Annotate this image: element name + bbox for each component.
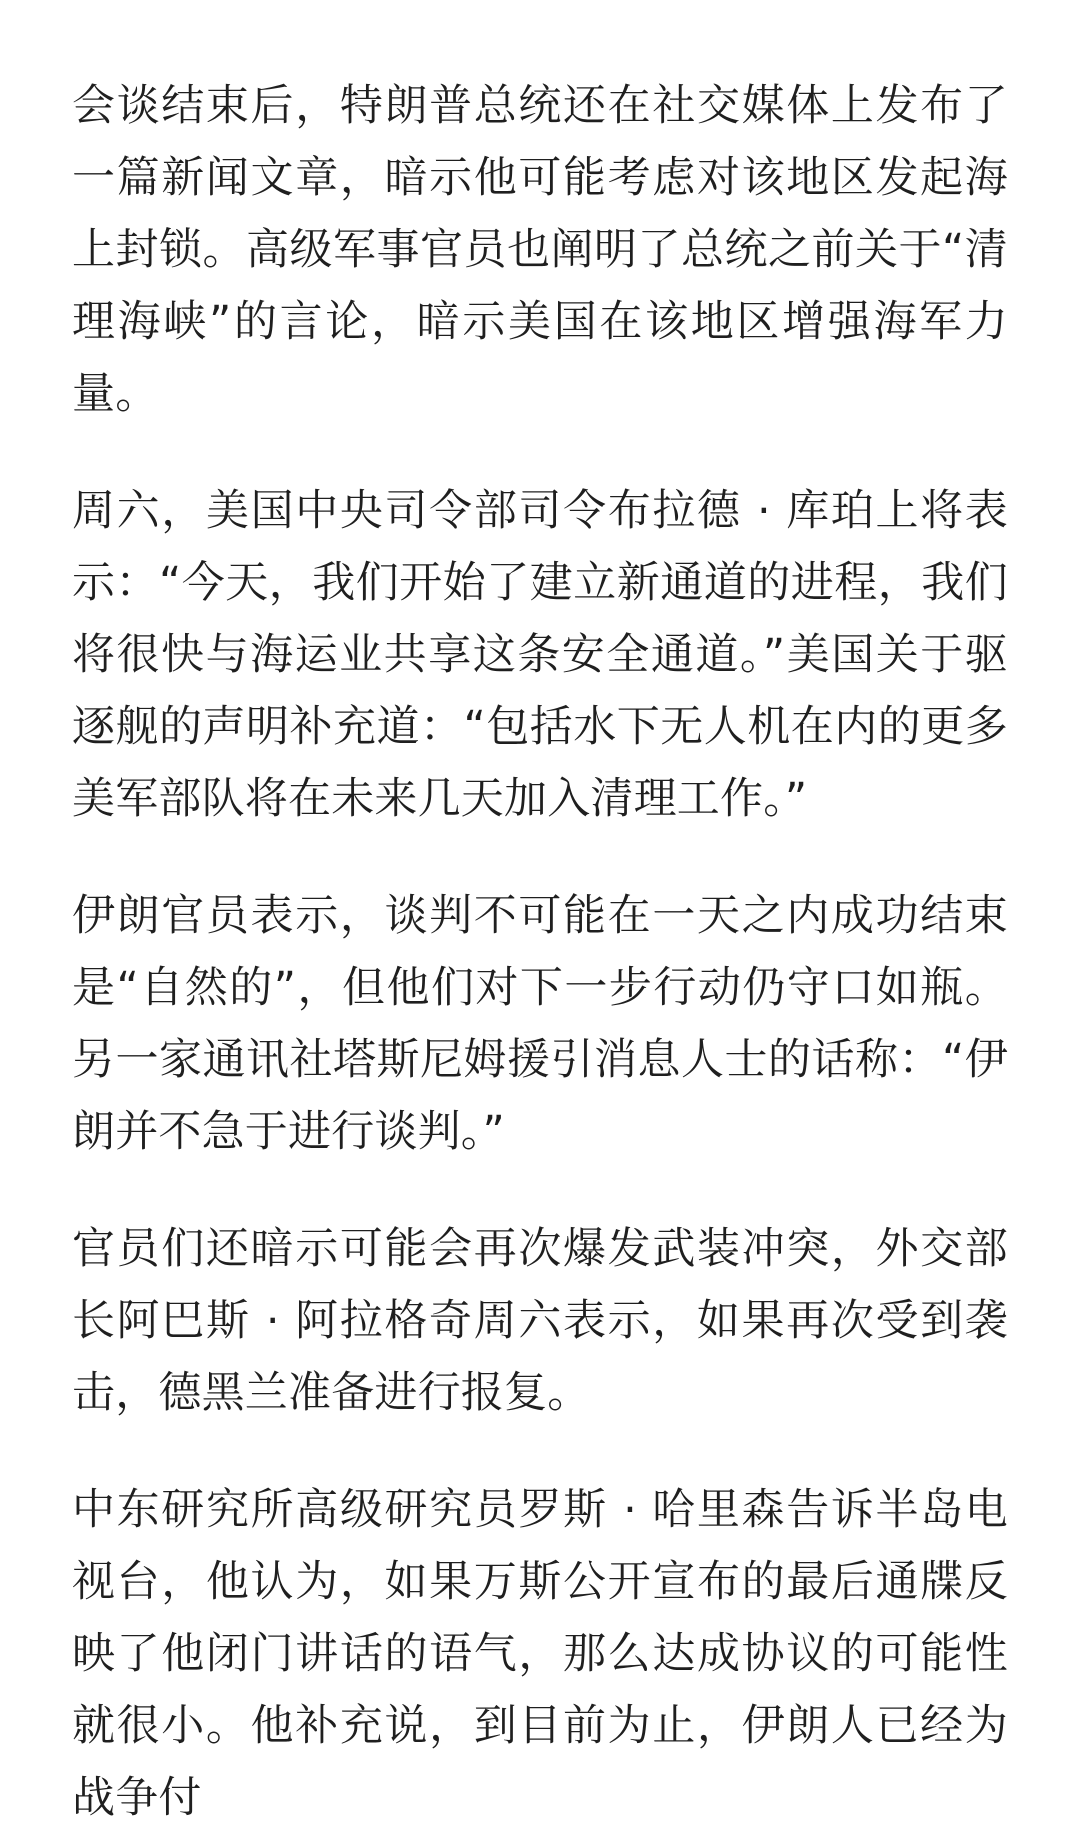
- paragraph-1: 会谈结束后，特朗普总统还在社交媒体上发布了一篇新闻文章，暗示他可能考虑对该地区发起海上封锁。高级军事官员也阐明了总统之前关于“清理海峡”的言论，暗示美国在该地区增强海军力量。: [72, 81, 1008, 419]
- paragraph-4: 官员们还暗示可能会再次爆发武装冲突，外交部长阿巴斯 · 阿拉格奇周六表示，如果再次受到袭击，德黑兰准备进行报复。: [72, 1224, 1008, 1418]
- paragraph-5: 中东研究所高级研究员罗斯 · 哈里森告诉半岛电视台，他认为，如果万斯公开宣布的最后通牒反映了他闭门讲话的语气，那么达成协议的可能性就很小。他补充说，到目前为止，伊朗人已经为战争付: [72, 1485, 1008, 1823]
- paragraph-3: 伊朗官员表示，谈判不可能在一天之内成功结束是“自然的”，但他们对下一步行动仍守口如瓶。另一家通讯社塔斯尼姆援引消息人士的话称：“伊朗并不急于进行谈判。”: [72, 891, 1008, 1157]
- paragraph-2: 周六，美国中央司令部司令布拉德 · 库珀上将表示：“今天，我们开始了建立新通道的进程，我们将很快与海运业共享这条安全通道。”美国关于驱逐舰的声明补充道：“包括水下无人机在内的更多美军部队将在未来几天加入清理工作。”: [72, 486, 1008, 824]
